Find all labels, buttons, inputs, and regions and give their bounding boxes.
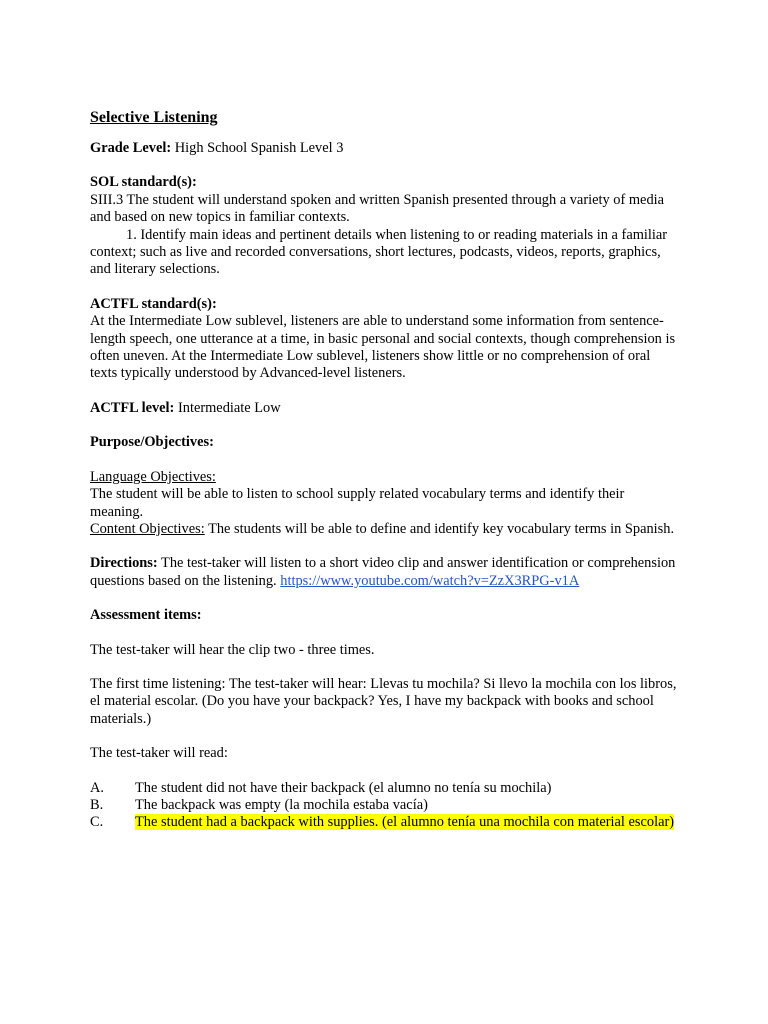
sol-standard-text: SIII.3 The student will understand spoken and written Spanish presented through a variety of media and based on new topics in familiar contexts. — [90, 191, 665, 226]
option-letter: A. — [90, 779, 104, 796]
first-time-text: The first time listening: The test-taker will hear: Llevas tu mochila? Si llevo la mochila con los libros, el material escolar. (Do you have your backpack? Yes, I have my backpack with books and school materials.) — [90, 675, 677, 727]
language-objectives-label: Language Objectives: — [90, 468, 216, 485]
document-page — [90, 108, 680, 832]
grade-level-label: Grade Level: — [90, 140, 172, 156]
content-objectives-text: The students will be able to define and identify key vocabulary terms in Spanish. — [208, 520, 675, 537]
grade-level-value: High School Spanish Level 3 — [174, 140, 344, 156]
content-objectives — [90, 521, 680, 538]
directions-text: The test-taker will listen to a short video clip and answer identification or comprehension questions based on the listening. — [90, 555, 676, 589]
language-objectives-text: The student will be able to listen to school supply related vocabulary terms and identify their meaning. — [90, 486, 625, 520]
option-a — [90, 780, 680, 797]
sol-standard-section — [90, 174, 680, 278]
assessment-heading — [90, 607, 680, 624]
option-c — [90, 814, 680, 831]
objectives-section — [90, 469, 680, 539]
grade-level — [90, 140, 680, 157]
actfl-level-value: Intermediate Low — [177, 399, 281, 416]
content-objectives-label: Content Objectives: — [90, 520, 205, 537]
option-text: The backpack was empty (la mochila estaba vacía) — [135, 796, 428, 813]
actfl-standard-label: ACTFL standard(s): — [90, 295, 217, 312]
will-read-text: The test-taker will read: — [90, 745, 228, 762]
option-text: The student did not have their backpack (el alumno no tenía su mochila) — [135, 779, 552, 796]
option-letter: B. — [90, 796, 104, 813]
document-title: Selective Listening — [90, 109, 218, 126]
assessment-label: Assessment items: — [90, 607, 202, 624]
option-letter: C. — [90, 814, 104, 831]
options-list — [90, 780, 680, 832]
purpose-label: Purpose/Objectives: — [90, 434, 214, 451]
sol-standard-label: SOL standard(s): — [90, 174, 197, 191]
sol-standard-item: 1. Identify main ideas and pertinent details when listening to or reading materials in a familiar context; such as live and recorded conversations, short lectures, podcasts, videos, reports, graphics, and literary selections. — [90, 226, 668, 278]
video-link[interactable]: https://www.youtube.com/watch?v=ZzX3RPG-v1A — [280, 572, 580, 589]
purpose-heading — [90, 434, 680, 451]
actfl-standard-text: At the Intermediate Low sublevel, listeners are able to understand some information from sentence-length speech, one utterance at a time, in basic personal and social contexts, though comprehension is often uneven. At the Intermediate Low sublevel, listeners show little or no comprehension of oral texts typically understood by Advanced-level listeners. — [90, 313, 676, 382]
directions-label: Directions: — [90, 555, 158, 572]
option-b — [90, 797, 680, 814]
actfl-standard-section — [90, 296, 680, 383]
hear-times-text: The test-taker will hear the clip two - three times. — [90, 641, 375, 658]
actfl-level — [90, 400, 680, 417]
actfl-level-label: ACTFL level: — [90, 399, 175, 416]
option-text-highlighted: The student had a backpack with supplies. (el alumno tenía una mochila con material escolar) — [135, 814, 675, 831]
directions-section — [90, 555, 680, 590]
